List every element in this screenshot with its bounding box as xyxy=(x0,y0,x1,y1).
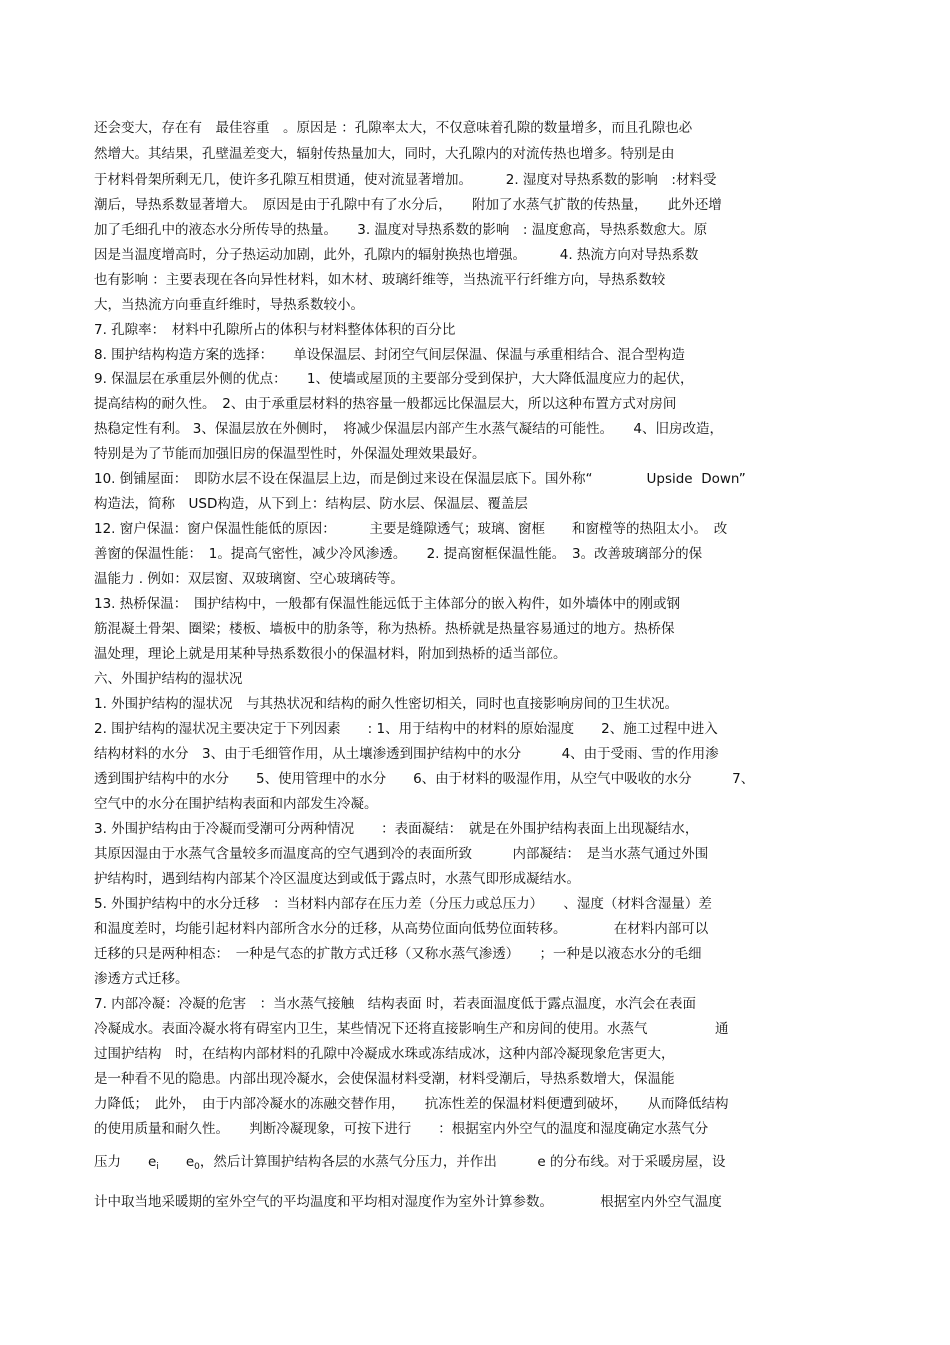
text-line: 然增大。其结果，孔壁温差变大，辐射传热量加大，同时，大孔隙内的对流传热也增多。特别是由 xyxy=(94,146,675,162)
text-line: 3. 外围护结构由于冷凝而受潮可分两种情况 ：表面凝结： 就是在外围护结构表面上出现凝结水， xyxy=(94,821,699,837)
ei-subscript: i xyxy=(156,1162,159,1172)
ei-symbol: $e_i$ xyxy=(148,1154,159,1172)
text-line: 提高结构的耐久性。 2、由于承重层材料的热容量一般都远比保温层大，所以这种布置方式对房间 xyxy=(94,396,677,412)
text-line: 还会变大，存在有 最佳容重 。原因是 ：孔隙率太大，不仅意味着孔隙的数量增多，而且孔隙也必 xyxy=(94,120,693,136)
text-line: 潮后，导热系数显著增大。 原因是由于孔隙中有了水分后， 附加了水蒸气扩散的传热量， 此外还增 xyxy=(94,197,722,213)
formula-line xyxy=(94,1153,810,1176)
text-line: 温能力 . 例如：双层窗、双玻璃窗、空心玻璃砖等。 xyxy=(94,571,404,587)
text-line: 空气中的水分在围护结构表面和内部发生冷凝。 xyxy=(94,796,378,812)
text-line: 大，当热流方向垂直纤维时，导热系数较小。 xyxy=(94,297,364,313)
text-line: 2. 围护结构的湿状况主要决定于下列因素 : 1、用于结构中的材料的原始湿度 2、施工过程中进入 xyxy=(94,721,718,737)
text-line: 13. 热桥保温： 围护结构中，一般都有保温性能远低于主体部分的嵌入构件，如外墙体中的刚或钢 xyxy=(94,596,681,612)
text-line: 其原因湿由于水蒸气含量较多而温度高的空气遇到冷的表面所致 内部凝结： 是当水蒸气通过外围 xyxy=(94,846,709,862)
text-line: 1. 外围护结构的湿状况 与其热状况和结构的耐久性密切相关，同时也直接影响房间的卫生状况。 xyxy=(94,696,679,712)
text-line: 护结构时，遇到结构内部某个冷区温度达到或低于露点时，水蒸气即形成凝结水。 xyxy=(94,871,580,887)
e0-subscript: 0 xyxy=(194,1162,200,1172)
text-line: 7. 内部冷凝：冷凝的危害 ：当水蒸气接触 结构表面 时，若表面温度低于露点温度，水汽会在表面 xyxy=(94,996,696,1012)
text-line: 10. 倒铺屋面： 即防水层不设在保温层上边，而是倒过来设在保温层底下。国外称“ Upside Down” xyxy=(94,471,746,487)
text-line: 于材料骨架所剩无几，使许多孔隙互相贯通，使对流显著增加。 2. 湿度对导热系数的影响 :材料受 xyxy=(94,172,717,188)
text-line: 9. 保温层在承重层外侧的优点： 1、使墙或屋顶的主要部分受到保护，大大降低温度应力的起伏， xyxy=(94,371,694,387)
text-line: 筋混凝土骨架、圈梁；楼板、墙板中的肋条等，称为热桥。热桥就是热量容易通过的地方。热桥保 xyxy=(94,621,675,637)
text-line: 加了毛细孔中的液态水分所传导的热量。 3. 温度对导热系数的影响 : 温度愈高，导热系数愈大。原 xyxy=(94,222,708,238)
text-line: 善窗的保温性能： 1。提高气密性，减少冷风渗透。 2. 提高窗框保温性能。 3。改善玻璃部分的保 xyxy=(94,546,703,562)
text-line: 是一种看不见的隐患。内部出现冷凝水，会使保温材料受潮，材料受潮后，导热系数增大，保温能 xyxy=(94,1071,675,1087)
text-line: 构造法，简称 USD构造，从下到上：结构层、防水层、保温层、覆盖层 xyxy=(94,496,528,512)
text-line: 也有影响 ：主要表现在各向异性材料，如木材、玻璃纤维等，当热流平行纤维方向，导热系数较 xyxy=(94,272,666,288)
text-line: 力降低； 此外， 由于内部冷凝水的冻融交替作用， 抗冻性差的保温材料便遭到破坏， 从而降低结构 xyxy=(94,1096,729,1112)
text-line: 渗透方式迁移。 xyxy=(94,971,189,987)
text-line: 7. 孔隙率： 材料中孔隙所占的体积与材料整体体积的百分比 xyxy=(94,322,456,338)
text-line: 因是当温度增高时，分子热运动加剧，此外，孔隙内的辐射换热也增强。 4. 热流方向对导热系数 xyxy=(94,247,699,263)
text-line: 和温度差时，均能引起材料内部所含水分的迁移，从高势位面向低势位面转移。 在材料内部可以 xyxy=(94,921,709,937)
text-line: 过围护结构 时，在结构内部材料的孔隙中冷凝成水珠或冻结成冰，这种内部冷凝现象危害更大， xyxy=(94,1046,675,1062)
formula-suffix: ，然后计算围护结构各层的水蒸气分压力，并作出 e 的分布线。对于采暖房屋，设 xyxy=(199,1154,726,1170)
e0-symbol: $e_0$ xyxy=(185,1154,200,1172)
text-line: 5. 外围护结构中的水分迁移 ：当材料内部存在压力差（分压力或总压力） 、湿度（材料含湿量）差 xyxy=(94,896,712,912)
text-line: 六、外围护结构的湿状况 xyxy=(94,671,243,687)
last-text-line: 计中取当地采暖期的室外空气的平均温度和平均相对湿度作为室外计算参数。 根据室内外空气温度 xyxy=(94,1194,722,1210)
text-line: 冷凝成水。表面冷凝水将有碍室内卫生，某些情况下还将直接影响生产和房间的使用。水蒸气 通 xyxy=(94,1021,729,1037)
text-line: 特别是为了节能而加强旧房的保温型性时，外保温处理效果最好。 xyxy=(94,446,486,462)
text-line: 8. 围护结构构造方案的选择： 单设保温层、封闭空气间层保温、保温与承重相结合、混合型构造 xyxy=(94,347,685,363)
text-line: 热稳定性有利。 3、保温层放在外侧时， 将减少保温层内部产生水蒸气凝结的可能性。 4、旧房改造， xyxy=(94,421,723,437)
text-line: 结构材料的水分 3、由于毛细管作用，从土壤渗透到围护结构中的水分 4、由于受雨、雪的作用渗 xyxy=(94,746,719,762)
text-line: 温处理，理论上就是用某种导热系数很小的保温材料，附加到热桥的适当部位。 xyxy=(94,646,567,662)
text-line: 透到围护结构中的水分 5、使用管理中的水分 6、由于材料的吸湿作用，从空气中吸收的水分 7、 xyxy=(94,771,755,787)
text-line: 迁移的只是两种相态： 一种是气态的扩散方式迁移（又称水蒸气渗透） ；一种是以液态水分的毛细 xyxy=(94,946,702,962)
formula-prefix: 压力 xyxy=(94,1154,148,1170)
text-line: 的使用质量和耐久性。 判断冷凝现象，可按下进行 ：根据室内外空气的温度和湿度确定水蒸气分 xyxy=(94,1121,709,1137)
text-line: 12. 窗户保温：窗户保温性能低的原因： 主要是缝隙透气；玻璃、窗框 和窗樘等的热阻太小。 改 xyxy=(94,521,728,537)
